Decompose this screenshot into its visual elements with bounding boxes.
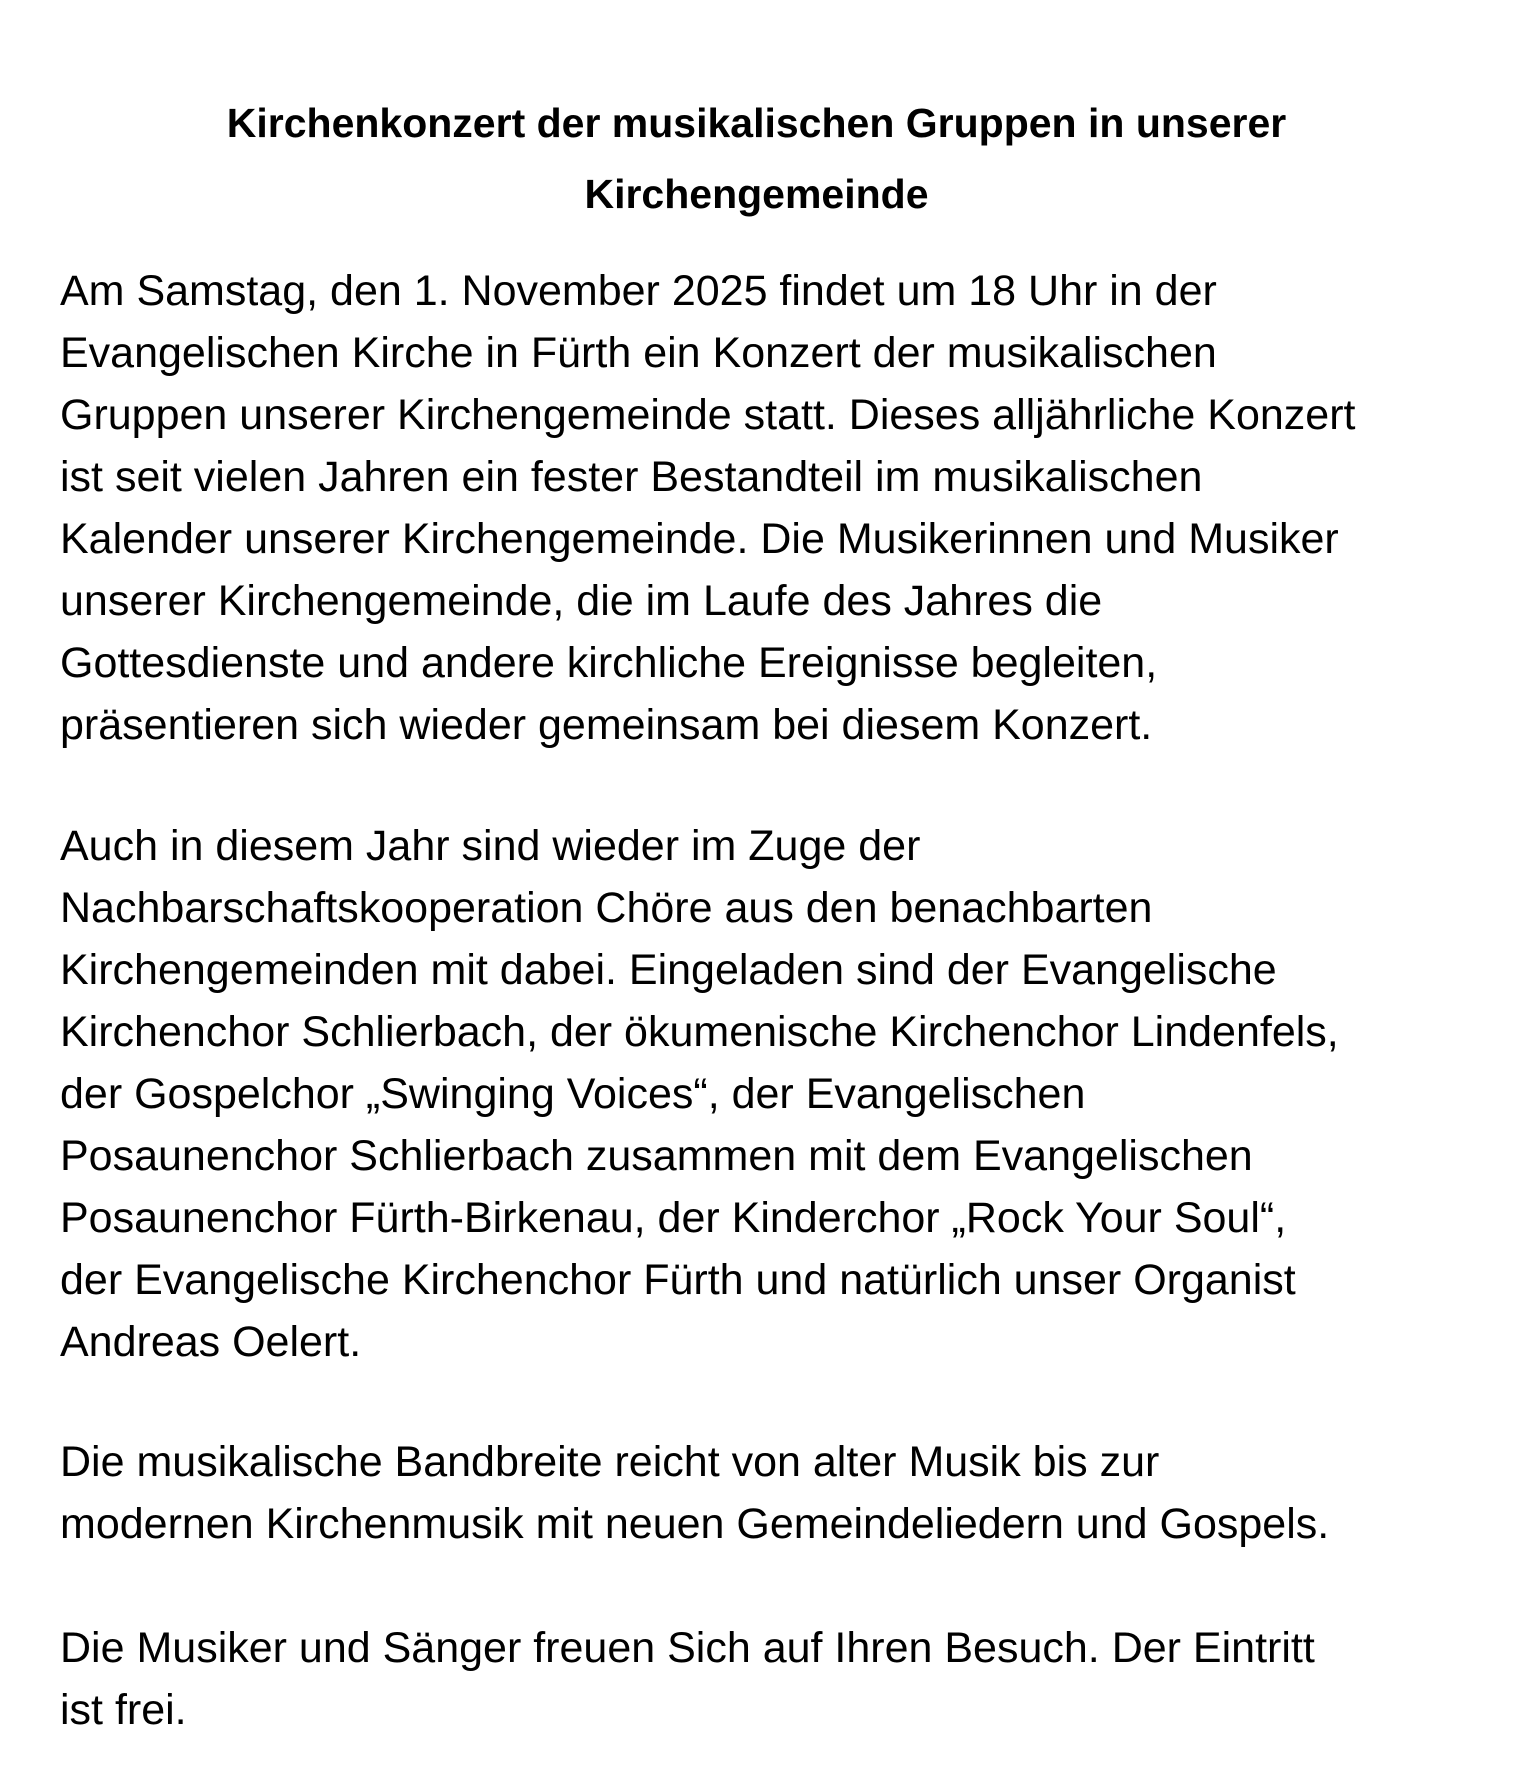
- text-line: Die Musiker und Sänger freuen Sich auf Ihren Besuch. Der Eintritt: [60, 1624, 1315, 1672]
- text-line: Nachbarschaftskooperation Chöre aus den benachbarten: [60, 884, 1153, 932]
- text-line: Posaunenchor Schlierbach zusammen mit dem Evangelischen: [60, 1132, 1253, 1180]
- page-title: [0, 88, 1513, 230]
- text-line: Auch in diesem Jahr sind wieder im Zuge der: [60, 822, 921, 870]
- text-line: der Evangelische Kirchenchor Fürth und natürlich unser Organist: [60, 1256, 1296, 1304]
- text-line: der Gospelchor „Swinging Voices“, der Evangelischen: [60, 1070, 1086, 1118]
- text-line: Die musikalische Bandbreite reicht von alter Musik bis zur: [60, 1438, 1160, 1486]
- text-line: Kirchengemeinden mit dabei. Eingeladen sind der Evangelische: [60, 946, 1277, 994]
- text-line: Gottesdienste und andere kirchliche Ereignisse begleiten,: [60, 639, 1158, 687]
- paragraph-free-admission: [60, 1617, 1480, 1741]
- text-line: Am Samstag, den 1. November 2025 findet um 18 Uhr in der: [60, 267, 1217, 315]
- paragraph-guest-choirs: [60, 815, 1480, 1373]
- text-line: unserer Kirchengemeinde, die im Laufe des Jahres die: [60, 577, 1103, 625]
- text-line: Andreas Oelert.: [60, 1318, 362, 1366]
- text-line: Kirchenchor Schlierbach, der ökumenische Kirchenchor Lindenfels,: [60, 1008, 1339, 1056]
- paragraph-musical-range: [60, 1431, 1480, 1555]
- text-line: Posaunenchor Fürth-Birkenau, der Kinderchor „Rock Your Soul“,: [60, 1194, 1287, 1242]
- paragraph-concert-announcement: [60, 260, 1480, 756]
- title-line: Kirchenkonzert der musikalischen Gruppen in unserer: [226, 100, 1287, 146]
- text-line: Evangelischen Kirche in Fürth ein Konzert der musikalischen: [60, 329, 1217, 377]
- text-line: präsentieren sich wieder gemeinsam bei diesem Konzert.: [60, 701, 1153, 749]
- title-line: Kirchengemeinde: [584, 171, 929, 217]
- text-line: Kalender unserer Kirchengemeinde. Die Musikerinnen und Musiker: [60, 515, 1339, 563]
- text-line: ist frei.: [60, 1686, 187, 1734]
- text-line: modernen Kirchenmusik mit neuen Gemeindeliedern und Gospels.: [60, 1500, 1330, 1548]
- text-line: ist seit vielen Jahren ein fester Bestandteil im musikalischen: [60, 453, 1203, 501]
- text-line: Gruppen unserer Kirchengemeinde statt. Dieses alljährliche Konzert: [60, 391, 1356, 439]
